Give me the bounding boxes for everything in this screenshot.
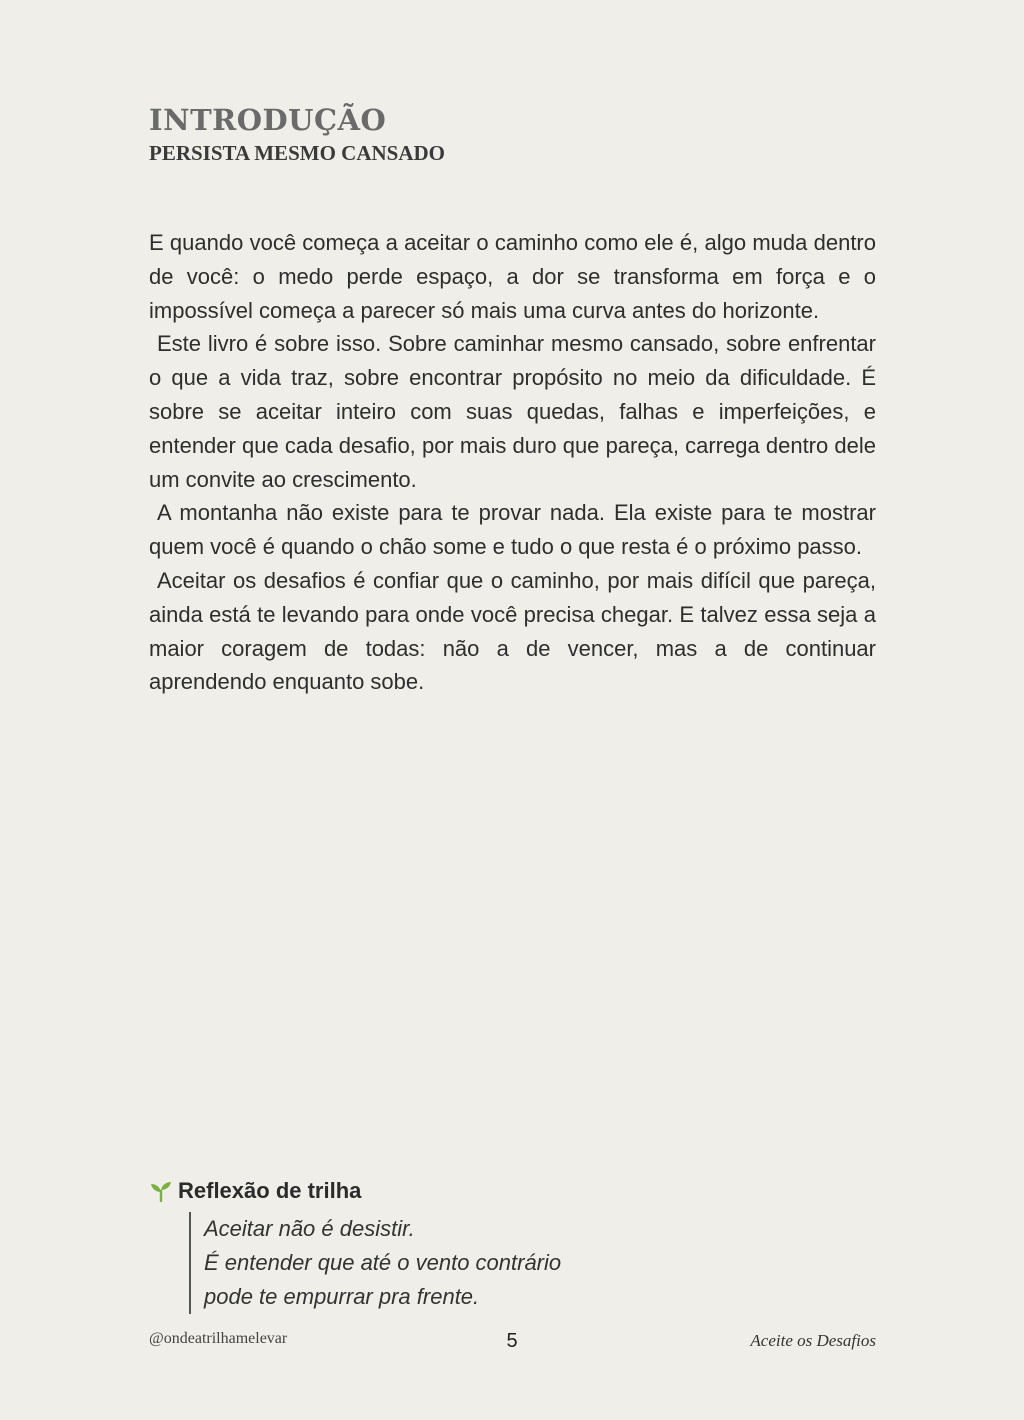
page-number: 5 bbox=[506, 1330, 518, 1352]
social-handle: @ondeatrilhamelevar bbox=[149, 1330, 288, 1347]
quote-line: É entender que até o vento contrário bbox=[204, 1250, 562, 1275]
quote-line: Aceitar não é desistir. bbox=[204, 1216, 415, 1241]
reflection-header bbox=[149, 1178, 561, 1204]
body-text bbox=[149, 226, 876, 699]
paragraph: E quando você começa a aceitar o caminho como ele é, algo muda dentro de você: o medo perde espaço, a dor se transforma em força e o impossível começa a parecer só mais uma curva antes do horizonte. bbox=[149, 230, 876, 323]
chapter-subtitle: PERSISTA MESMO CANSADO bbox=[149, 141, 445, 165]
reflection-title: Reflexão de trilha bbox=[178, 1178, 362, 1203]
sprout-icon bbox=[149, 1179, 173, 1203]
reflection-quote bbox=[189, 1212, 561, 1314]
paragraph: Este livro é sobre isso. Sobre caminhar mesmo cansado, sobre enfrentar o que a vida traz, sobre encontrar propósito no meio da dificuldade. É sobre se aceitar inteiro com suas quedas, falhas e imperfeições, e entender que cada desafio, por mais duro que pareça, carrega dentro dele um convite ao crescimento. bbox=[149, 331, 876, 492]
quote-line: pode te empurrar pra frente. bbox=[204, 1284, 480, 1309]
chapter-title: INTRODUÇÃO bbox=[149, 103, 387, 137]
paragraph: A montanha não existe para te provar nada. Ela existe para te mostrar quem você é quando o chão some e tudo o que resta é o próximo passo. bbox=[149, 500, 876, 560]
reflection-box bbox=[149, 1178, 561, 1314]
paragraph: Aceitar os desafios é confiar que o caminho, por mais difícil que pareça, ainda está te levando para onde você precisa chegar. E talvez essa seja a maior coragem de todas: não a de vencer, mas a de continuar aprendendo enquanto sobe. bbox=[149, 567, 876, 695]
book-title: Aceite os Desafios bbox=[750, 1331, 876, 1350]
chapter-header bbox=[149, 100, 445, 166]
